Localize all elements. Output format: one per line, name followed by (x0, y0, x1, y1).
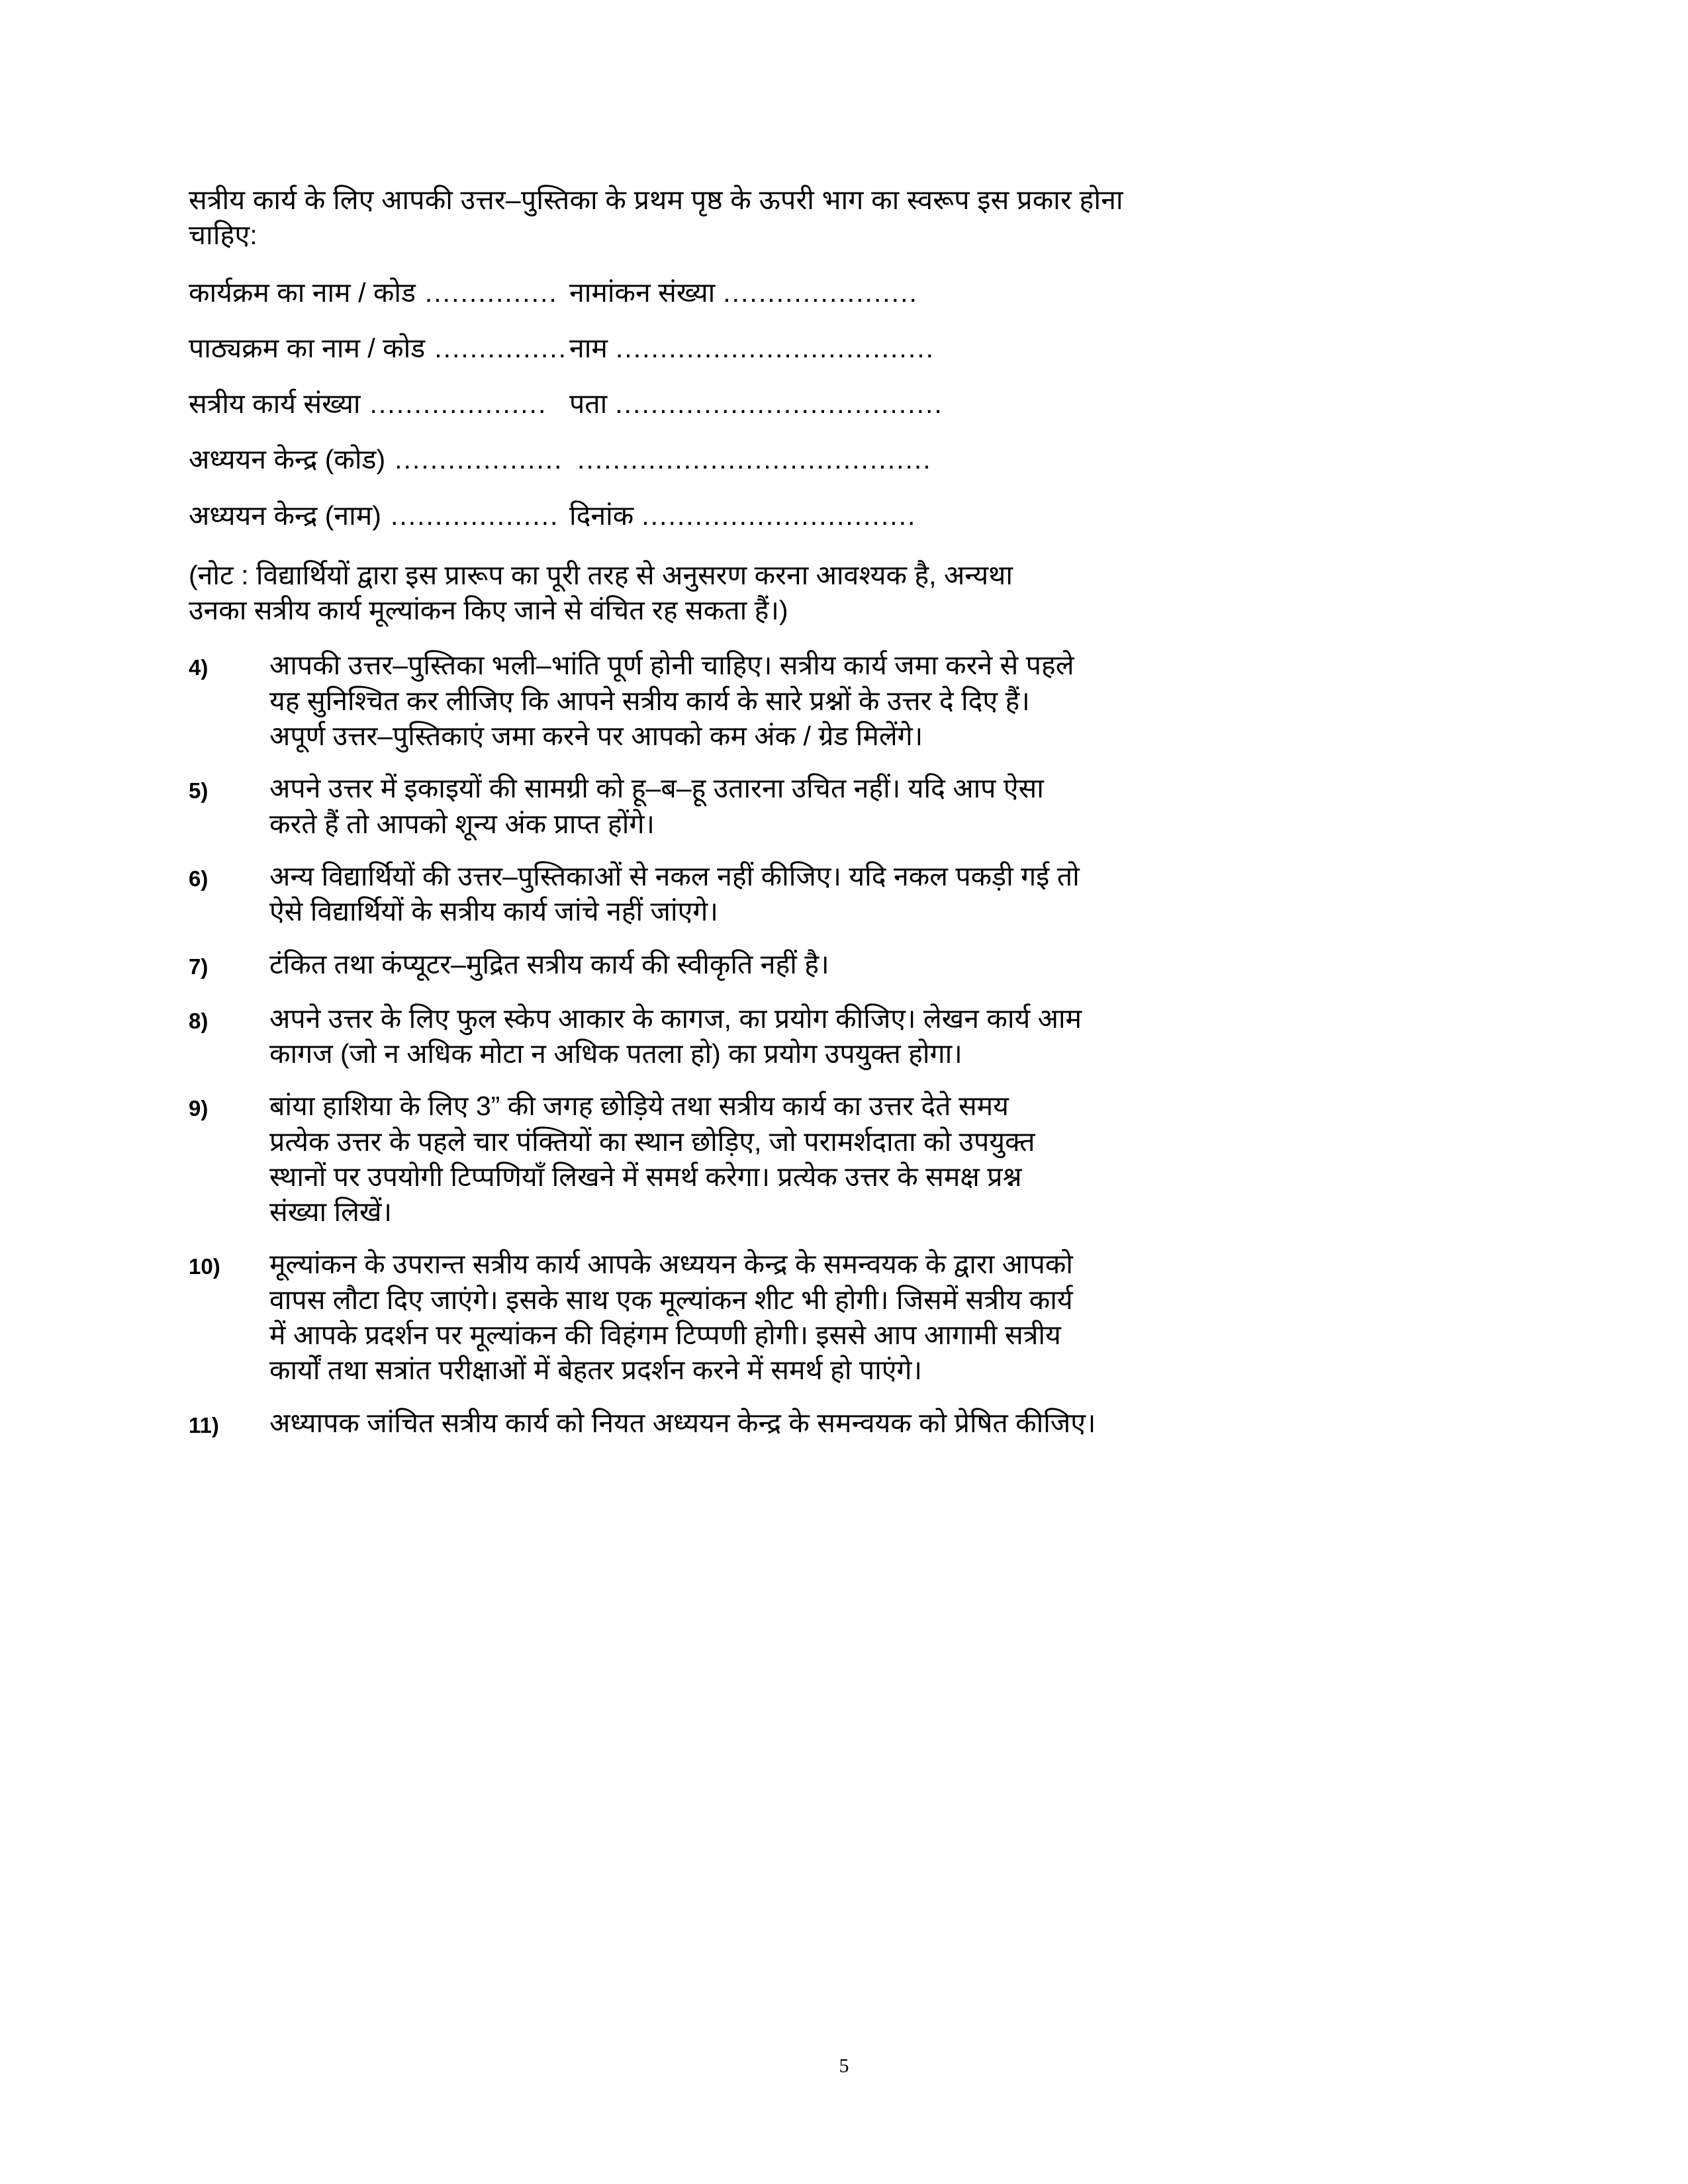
text-line: अपूर्ण उत्तर–पुस्तिकाएं जमा करने पर आपको कम अंक / ग्रेड मिलेंगे। (269, 721, 923, 752)
form-field-course (189, 332, 569, 365)
form-dots: .................................... (615, 332, 935, 363)
list-item-number: 10) (189, 1254, 220, 1279)
list-item-number: 7) (189, 954, 209, 979)
list-item (189, 648, 1489, 754)
list-item-text (269, 648, 1489, 754)
text-line: प्रत्येक उत्तर के पहले चार पंक्तियों का स्थान छोड़िए, जो परामर्शदाता को उपयुक्त (269, 1126, 1035, 1157)
form-row (189, 499, 1489, 533)
form-field-date (569, 499, 916, 533)
form-dots: ...................... (723, 277, 918, 308)
text-line: मूल्यांकन के उपरान्त सत्रीय कार्य आपके अध्ययन केन्द्र के समन्वयक के द्वारा आपको (269, 1249, 1073, 1280)
form-label: दिनांक (569, 500, 634, 531)
form-label: सत्रीय कार्य संख्या (189, 388, 361, 420)
list-item-number: 5) (189, 778, 209, 803)
list-item (189, 1247, 1489, 1388)
form-dots: ............... (434, 332, 568, 363)
text-line: स्थानों पर उपयोगी टिप्पणियाँ लिखने में समर्थ करेगा। प्रत्येक उत्तर के समक्ष प्रश्न (269, 1161, 1022, 1192)
form-dots: ................... (390, 500, 559, 531)
text-line: संख्या लिखें। (269, 1197, 392, 1228)
note-line-2: उनका सत्रीय कार्य मूल्यांकन किए जाने से वंचित रह सकता हैं।) (189, 595, 788, 626)
form-field-study-centre-name (189, 499, 569, 533)
form-field-assignment-number (189, 387, 569, 421)
list-item (189, 1406, 1489, 1443)
list-item (189, 1089, 1489, 1230)
text-line: यह सुनिश्चित कर लीजिए कि आपने सत्रीय कार्य के सारे प्रश्नों के उत्तर दे दिए हैं। (269, 685, 1030, 716)
list-item-number: 8) (189, 1008, 209, 1033)
list-item-text (269, 1247, 1489, 1388)
list-item-text (269, 1089, 1489, 1230)
form-row (189, 332, 1489, 365)
form-label: नाम (569, 332, 608, 363)
text-line: में आपके प्रदर्शन पर मूल्यांकन की विहंगम टिप्पणी होगी। इससे आप आगामी सत्रीय (269, 1320, 1061, 1351)
intro-line-2: चाहिए: (189, 220, 258, 251)
text-line: बांया हाशिया के लिए 3” की जगह छोड़िये तथा सत्रीय कार्य का उत्तर देते समय (269, 1091, 1009, 1122)
intro-line-1: सत्रीय कार्य के लिए आपकी उत्तर–पुस्तिका के प्रथम पृष्ठ के ऊपरी भाग का स्वरूप इस प्रकार होना (189, 185, 1123, 215)
text-line: आपकी उत्तर–पुस्तिका भली–भांति पूर्ण होनी चाहिए। सत्रीय कार्य जमा करने से पहले (269, 650, 1074, 681)
instructions-list (189, 648, 1489, 1442)
text-line: कागज (जो न अधिक मोटा न अधिक पतला हो) का प्रयोग उपयुक्त होगा। (269, 1038, 962, 1069)
form-dots: ............................... (641, 500, 917, 531)
list-item-text (269, 859, 1489, 930)
list-item-text (269, 947, 1489, 982)
text-line: अपने उत्तर में इकाइयों की सामग्री को हू–ब–हू उतारना उचित नहीं। यदि आप ऐसा (269, 773, 1044, 804)
form-field-study-centre-code (189, 443, 569, 477)
list-item (189, 771, 1489, 842)
form-label: कार्यक्रम का नाम / कोड (189, 277, 416, 308)
form-dots: ..................................... (615, 388, 943, 420)
text-line: अध्यापक जांचित सत्रीय कार्य को नियत अध्ययन केन्द्र के समन्वयक को प्रेषित कीजिए। (269, 1407, 1096, 1438)
text-line: ऐसे विद्यार्थियों के सत्रीय कार्य जांचे नहीं जांएगे। (269, 896, 718, 927)
text-line: कार्यों तथा सत्रांत परीक्षाओं में बेहतर प्रदर्शन करने में समर्थ हो पाएंगे। (269, 1355, 923, 1386)
cover-page-form (189, 276, 1489, 533)
list-item (189, 947, 1489, 984)
text-line: वापस लौटा दिए जाएंगे। इसके साथ एक मूल्यांकन शीट भी होगी। जिसमें सत्रीय कार्य (269, 1284, 1073, 1315)
form-label: पाठ्यक्रम का नाम / कोड (189, 332, 426, 363)
list-item (189, 1001, 1489, 1072)
note-line-1: (नोट : विद्यार्थियों द्वारा इस प्रारूप का पूरी तरह से अनुसरण करना आवश्यक है, अन्यथा (189, 559, 1013, 590)
form-field-enrolment (569, 276, 918, 310)
form-field-address-continued (569, 443, 932, 477)
text-line: अन्य विद्यार्थियों की उत्तर–पुस्तिकाओं से नकल नहीं कीजिए। यदि नकल पकड़ी गई तो (269, 860, 1080, 891)
list-item-number: 9) (189, 1096, 209, 1121)
list-item (189, 859, 1489, 930)
list-item-text (269, 1001, 1489, 1072)
form-row (189, 443, 1489, 477)
intro-paragraph (189, 183, 1489, 253)
form-label: नामांकन संख्या (569, 277, 716, 308)
text-line: करते हैं तो आपको शून्य अंक प्राप्त होंगे। (269, 808, 655, 839)
form-field-program (189, 276, 569, 310)
list-item-number: 11) (189, 1412, 219, 1437)
list-item-text (269, 1406, 1489, 1441)
list-item-number: 6) (189, 866, 209, 891)
page-number: 5 (839, 2055, 849, 2077)
form-row (189, 387, 1489, 421)
form-dots: ........................................ (577, 444, 932, 475)
note-paragraph (189, 558, 1489, 629)
text-line: टंकित तथा कंप्यूटर–मुद्रित सत्रीय कार्य की स्वीकृति नहीं है। (269, 948, 829, 979)
page-content (189, 183, 1489, 1460)
form-label: अध्ययन केन्द्र (कोड) (189, 444, 386, 475)
form-field-address (569, 387, 943, 421)
form-dots: ................... (395, 444, 563, 475)
text-line: अपने उत्तर के लिए फुल स्केप आकार के कागज, का प्रयोग कीजिए। लेखन कार्य आम (269, 1003, 1082, 1034)
form-row (189, 276, 1489, 310)
list-item-number: 4) (189, 655, 209, 680)
form-field-name (569, 332, 935, 365)
form-label: पता (569, 388, 608, 420)
form-dots: ............... (424, 277, 558, 308)
form-label: अध्ययन केन्द्र (नाम) (189, 500, 381, 531)
form-dots: .................... (369, 388, 547, 420)
list-item-text (269, 771, 1489, 842)
